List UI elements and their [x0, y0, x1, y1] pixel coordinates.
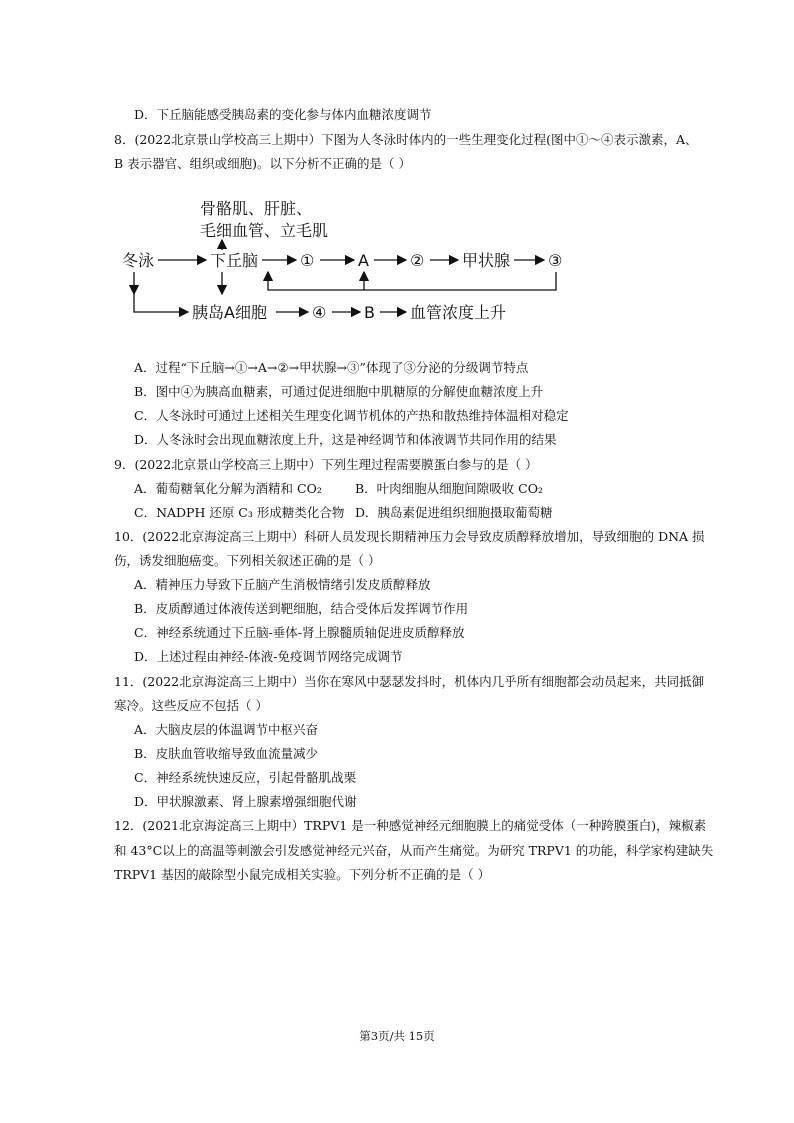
- question-8-option-d: D．人冬泳时会出现血糖浓度上升，这是神经调节和体液调节共同作用的结果: [134, 432, 557, 447]
- hormone-4-node: ④: [312, 303, 327, 322]
- organ-b-node: B: [364, 303, 375, 322]
- question-8-option-c: C．人冬泳时可通过上述相关生理变化调节机体的产热和散热维持体温相对稳定: [134, 408, 569, 423]
- question-11-stem-line-2: 寒冷。这些反应不包括（ ）: [114, 698, 268, 713]
- question-9-stem: 9．(2022北京景山学校高三上期中）下列生理过程需要膜蛋白参与的是（ ）: [114, 457, 538, 472]
- effector-label-line-1: 骨骼肌、肝脏、: [200, 199, 313, 218]
- page-footer: 第3页/共 15页: [359, 1029, 435, 1043]
- question-11-stem-line-1: 11．(2022北京海淀高三上期中）当你在寒风中瑟瑟发抖时，机体内几乎所有细胞都会动员起来，共同抵御: [114, 674, 705, 689]
- organ-a-node: A: [358, 251, 369, 270]
- question-12-stem-line-1: 12．(2021北京海淀高三上期中）TRPV1 是一种感觉神经元细胞膜上的痛觉受体（一种跨膜蛋白)，辣椒素: [114, 818, 707, 833]
- question-9-option-a: A．葡萄糖氧化分解为酒精和 CO₂: [134, 481, 322, 496]
- question-10-option-a: A．精神压力导致下丘脑产生消极情绪引发皮质醇释放: [134, 577, 431, 592]
- hormone-2-node: ②: [410, 251, 425, 270]
- question-10-stem-line-2: 伤，诱发细胞癌变。下列相关叙述正确的是（ ）: [114, 553, 381, 568]
- question-8-stem-line-2: B 表示器官、组织或细胞)。以下分析不正确的是（ ）: [114, 156, 412, 171]
- question-7-option-d: D．下丘脑能感受胰岛素的变化参与体内血糖浓度调节: [134, 107, 432, 122]
- question-8-option-b: B．图中④为胰高血糖素，可通过促进细胞中肌糖原的分解使血糖浓度上升: [134, 384, 544, 399]
- question-12-stem-line-3: TRPV1 基因的敲除型小鼠完成相关实验。下列分析不正确的是（ ）: [114, 867, 491, 882]
- question-12-stem-line-2: 和 43°C以上的高温等刺激会引发感觉神经元兴奋，从而产生痛觉。为研究 TRPV1 的功能，科学家构建缺失: [114, 843, 714, 858]
- question-10-option-c: C．神经系统通过下丘脑-垂体-肾上腺髓质轴促进皮质醇释放: [134, 625, 465, 640]
- hormone-1-node: ①: [300, 251, 315, 270]
- question-9-option-b: B．叶肉细胞从细胞间隙吸收 CO₂: [355, 481, 543, 496]
- winter-swim-node: 冬泳: [122, 251, 155, 270]
- question-11-option-a: A．大脑皮层的体温调节中枢兴奋: [134, 722, 319, 737]
- effector-label-line-2: 毛细血管、立毛肌: [200, 221, 329, 240]
- blood-sugar-rise-node: 血管浓度上升: [410, 303, 507, 322]
- question-8-option-a: A．过程“下丘脑→①→A→②→甲状腺→③”体现了③分泌的分级调节特点: [134, 360, 529, 375]
- hypothalamus-node: 下丘脑: [210, 251, 259, 270]
- question-8-stem-line-1: 8．(2022北京景山学校高三上期中）下图为人冬泳时体内的一些生理变化过程(图中①～④表示激素，A、: [114, 132, 698, 147]
- question-11-option-c: C．神经系统快速反应，引起骨骼肌战栗: [134, 770, 357, 785]
- physiology-flow-diagram: [110, 190, 570, 330]
- islet-a-cell-node: 胰岛A细胞: [192, 303, 267, 322]
- feedback-arrow-h3-to-hypothalamus: [268, 272, 556, 290]
- hormone-3-node: ③: [548, 251, 563, 270]
- arrow-swim-to-islet: [134, 290, 188, 312]
- question-11-option-b: B．皮肤血管收缩导致血流量减少: [134, 746, 319, 761]
- question-10-option-b: B．皮质醇通过体液传送到靶细胞，结合受体后发挥调节作用: [134, 601, 469, 616]
- thyroid-node: 甲状腺: [462, 251, 511, 270]
- question-10-stem-line-1: 10．(2022北京海淀高三上期中）科研人员发现长期精神压力会导致皮质醇释放增加，导致细胞的 DNA 损: [114, 529, 705, 544]
- diagram-svg: [110, 190, 570, 330]
- question-9-option-c: C．NADPH 还原 C₃ 形成糖类化合物: [134, 505, 345, 520]
- question-11-option-d: D．甲状腺激素、肾上腺素增强细胞代谢: [134, 794, 357, 809]
- question-9-option-d: D．胰岛素促进组织细胞摄取葡萄糖: [355, 505, 553, 520]
- question-10-option-d: D．上述过程由神经-体液-免疫调节网络完成调节: [134, 649, 403, 664]
